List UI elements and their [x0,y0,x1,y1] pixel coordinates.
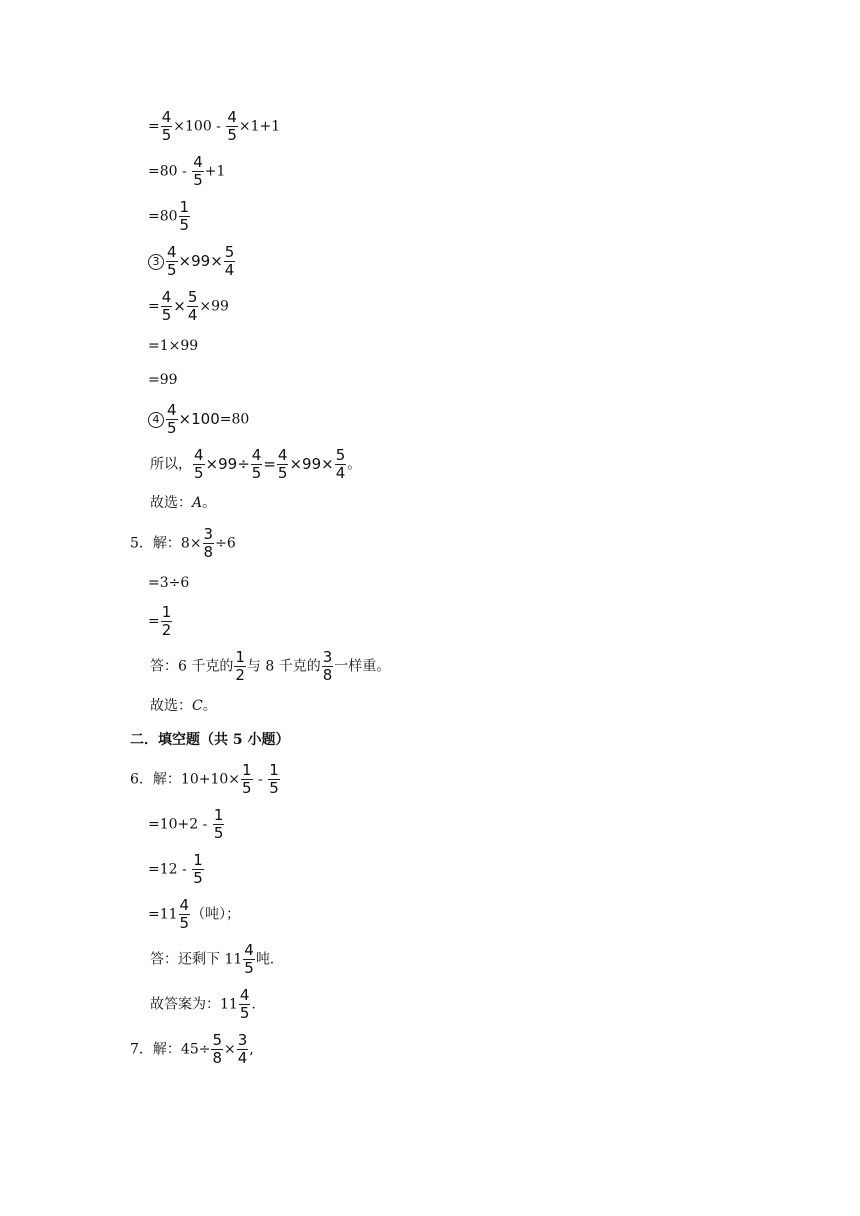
expr-text: ×99 [199,298,229,315]
fraction: $\frac{4}{5}$ [179,896,190,932]
expr-text: 故选： [150,698,192,714]
expr-text: 7．解：45÷ [130,1041,211,1058]
calc-line-7 [148,373,178,387]
expr-text: 。 [202,698,217,714]
expr-text: 一样重。 [334,658,391,675]
expr-text: × [173,297,186,315]
expr-text: ×1+1 [238,118,281,135]
fraction: $\frac{3}{4}$ [237,1031,248,1067]
final-answer-line [150,988,256,1021]
section-title: 二．填空题（共 5 小题） [130,732,290,748]
fraction: $\frac{4}{5}$ [167,243,177,279]
expr-text: ×99× [289,455,334,473]
fraction: $\frac{3}{8}$ [322,648,333,684]
fraction: $\frac{1}{5}$ [193,851,203,887]
option-letter: C [192,698,203,714]
expr-text: 5．解：8× [130,535,202,552]
equals-sign: = [148,298,160,315]
fraction: $\frac{4}{5}$ [161,288,172,324]
fraction: $\frac{1}{5}$ [242,761,252,797]
expr-text: 。 [202,495,217,511]
expr-text: 答：6 千克的 [150,658,234,675]
expr-text: =80 - [148,163,192,180]
expr-text: 故答案为：11 [150,996,238,1013]
expr-text: ÷6 [215,535,236,552]
problem-7-line [130,1033,254,1066]
answer-line [150,650,390,683]
fraction: $\frac{4}{5}$ [161,108,172,144]
calc-line-2 [148,155,225,188]
expr-text: 故选： [150,495,192,511]
fraction: $\frac{4}{5}$ [194,446,204,482]
equals-sign: = [148,613,160,630]
calc-line-4 [148,245,236,278]
calc-line-8 [148,403,249,436]
expr-text: ×99× [178,252,223,270]
circled-number: 3 [148,254,164,270]
calc-line-19 [148,853,205,886]
expr-text: =80 [219,411,250,428]
fraction: $\frac{4}{5}$ [277,446,288,482]
expr-text: 6．解：10+10× [130,771,240,788]
expr-text: （吨）； [191,906,241,923]
fraction: $\frac{5}{4}$ [187,288,198,324]
calc-line-18 [148,808,225,841]
expr-text: =99 [148,372,178,388]
problem-5-line [130,527,236,560]
section-heading [130,733,290,747]
expr-text: 与 8 千克的 [246,658,321,675]
fraction: $\frac{1}{5}$ [213,806,224,842]
calc-line-6 [148,339,198,353]
expr-text: =1×99 [148,338,199,354]
option-letter: A [192,495,203,511]
expr-text: =11 [148,906,178,923]
answer-choice-line [150,496,216,510]
fraction: $\frac{5}{4}$ [335,446,346,482]
fraction: $\frac{3}{8}$ [203,525,214,561]
calc-line-1 [148,110,280,143]
expr-text: ×100 [178,410,220,428]
expr-text: =3÷6 [148,575,190,591]
calc-line-20 [148,898,240,931]
calc-line-12 [148,576,189,590]
calc-line-5 [148,290,229,323]
expr-text: =10+2 - [148,816,212,833]
expr-text: . [251,996,256,1013]
fraction: $\frac{5}{4}$ [224,243,235,279]
expr-text: , [249,1041,254,1058]
calc-line-9 [150,448,361,481]
calc-line-13 [148,605,173,638]
expr-text: 。 [347,456,362,473]
fraction: $\frac{4}{5}$ [244,941,254,977]
fraction: $\frac{4}{5}$ [167,401,177,437]
fraction: $\frac{1}{2}$ [161,603,172,639]
expr-text: ×99÷ [205,455,250,473]
expr-text: 吨. [255,951,275,968]
expr-text: - [253,771,268,788]
answer-line [150,943,274,976]
expr-text: 所以， [150,456,192,473]
expr-text: = [263,455,276,473]
calc-line-3 [148,200,191,233]
fraction: $\frac{1}{5}$ [269,761,279,797]
problem-6-line [130,763,281,796]
expr-text: ×100 - [173,118,226,135]
expr-text: +1 [204,163,226,180]
expr-text: =80 [148,208,178,225]
answer-choice-line [150,699,217,713]
expr-text: 答：还剩下 11 [150,951,243,968]
fraction: $\frac{4}{5}$ [227,108,237,144]
fraction: $\frac{1}{5}$ [179,198,190,234]
expr-text: =12 - [148,861,192,878]
fraction: $\frac{5}{8}$ [212,1031,222,1067]
equals-sign: = [148,118,160,135]
circled-number: 4 [148,412,164,428]
fraction: $\frac{4}{5}$ [239,986,250,1022]
fraction: $\frac{1}{2}$ [235,648,245,684]
fraction: $\frac{4}{5}$ [251,446,262,482]
expr-text: × [224,1041,236,1058]
fraction: $\frac{4}{5}$ [193,153,203,189]
